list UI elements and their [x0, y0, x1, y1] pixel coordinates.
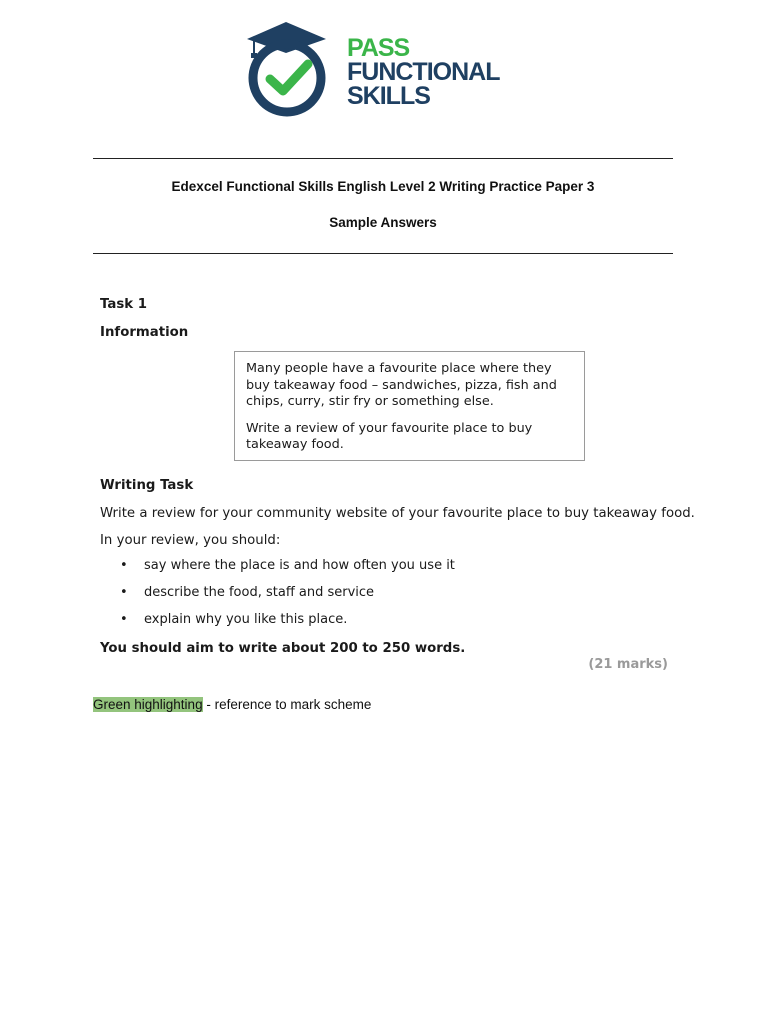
marks-label: (21 marks) [588, 657, 668, 672]
information-box [234, 351, 585, 461]
word-target: You should aim to write about 200 to 250 words. [100, 641, 466, 656]
document-title: Edexcel Functional Skills English Level 2 Writing Practice Paper 3 [171, 179, 595, 194]
legend-description: - reference to mark scheme [202, 697, 372, 712]
document-subtitle: Sample Answers [329, 215, 437, 230]
list-item-text: explain why you like this place. [144, 612, 348, 627]
info-paragraph: Write a review of your favourite place to buy takeaway food. [246, 420, 533, 452]
information-heading: Information [100, 325, 189, 340]
pass-functional-skills-logo [246, 20, 526, 120]
list-item: • say where the place is and how often you use it [120, 558, 455, 573]
logo-line-pass: PASS [347, 34, 410, 62]
list-item: • explain why you like this place. [120, 612, 348, 627]
logo-line-functional: FUNCTIONAL [347, 58, 500, 86]
review-lead-in: In your review, you should: [100, 533, 281, 548]
logo-line-skills: SKILLS [347, 82, 430, 110]
header-top-divider [93, 158, 673, 159]
list-item-text: say where the place is and how often you use it [144, 558, 455, 573]
list-item: • describe the food, staff and service [120, 585, 375, 600]
green-highlight-sample: Green highlighting [93, 697, 203, 712]
task-instruction: Write a review for your community website of your favourite place to buy takeaway food. [100, 506, 695, 521]
graduation-check-icon [246, 20, 328, 118]
requirements-list [120, 558, 455, 639]
task-label: Task 1 [100, 297, 147, 312]
info-paragraph: Many people have a favourite place where they buy takeaway food – sandwiches, pizza, fish and chips, curry, stir fry or something else. [246, 361, 557, 409]
writing-task-heading: Writing Task [100, 478, 194, 493]
header-bottom-divider [93, 253, 673, 254]
highlight-legend [93, 697, 371, 712]
list-item-text: describe the food, staff and service [144, 585, 375, 600]
